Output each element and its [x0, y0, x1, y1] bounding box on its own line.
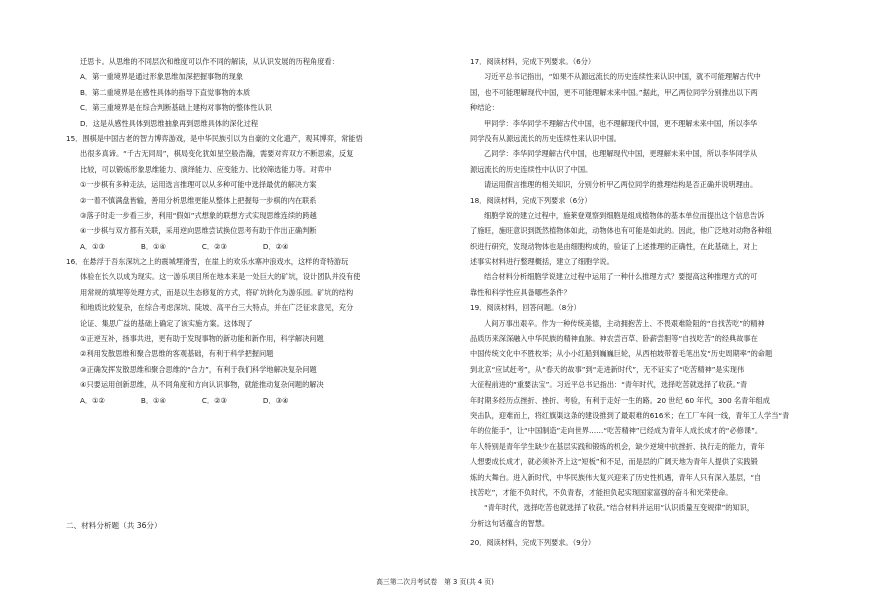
left-text-line: 论证、集思广益的基础上确定了该实施方案。这体现了 — [80, 318, 253, 328]
left-text-line: ③正确发挥发散思维和聚合思维的“合力”，有利于我们科学地解决复杂问题 — [80, 364, 317, 374]
right-text-line: 细胞学说的建立过程中，施莱登观察到细胞是组成植物体的基本单位而提出这个信息告诉 — [484, 210, 765, 220]
right-text-line: 中国传统文化中不胜枚举；从小小红船到巍巍巨轮，从西柏坡带着毛笔出发“历史周期率”的命题 — [470, 349, 773, 359]
right-column — [470, 54, 802, 531]
right-text-line: 同学没有从源远流长的历史连续性来认识中国。 — [470, 133, 621, 143]
left-text-line: ①一步棋有多种走法，运用选言推理可以从多种可能中选择最优的解决方案 — [80, 180, 317, 190]
left-text-line: 出很多真谛。“千古无同局”，棋局变化犹如星空般浩瀚，需要对弈双方不断思索，反复 — [80, 149, 354, 159]
right-text-line: 品质历来深深融入中华民族的精神血脉。神农尝百草、卧薪尝胆等“自找吃苦”的经典故事在 — [470, 334, 758, 344]
page-footer: 高三第二次月考试卷 第 3 页(共 4 页) — [376, 578, 494, 586]
right-text-line: 人想要成长成才，就必须补齐上这“短板”和不足，而是层的广阔天地为青年人提供了实践锻 — [470, 457, 758, 467]
right-text-line: 大征程前进的“重要法宝”。习近平总书记指出：“青年时代，选择吃苦就选择了收获。”青 — [470, 380, 748, 390]
right-text-line: 17．阅读材料，完成下列要求。（6分） — [470, 57, 596, 66]
right-text-line: 请运用假言推理的相关知识，分别分析甲乙两位同学的推理结构是否正确并说明理由。 — [484, 180, 758, 190]
left-text-line: D．这是从感性具体到思维抽象再到思维具体的深化过程 — [80, 118, 259, 128]
left-text-line: ①正逆互补，扬事共进，更有助于发现事物的新功能和新作用，科学解决问题 — [80, 334, 324, 344]
right-text-line: 结合材料分析细胞学说建立过程中运用了一种什么推理方式？要提高这种推理方式的可 — [484, 272, 758, 282]
left-text-line: ②一着不慎满盘皆输，善用分析思维更能从整体上把握每一步棋的内在联系 — [80, 195, 317, 205]
left-text-line: B．第二重境界是在感性具体的指导下直觉事物的本质 — [80, 87, 251, 97]
left-text-line: 迁思卡。从思维的不同层次和维度可以作不同的解读，从认识发展的历程角度看： — [80, 57, 339, 66]
right-text-line: 述事实材料进行整理概括，建立了细胞学说。 — [470, 257, 614, 267]
right-text-line: “青年时代，选择吃苦也就选择了收获。”结合材料并运用“认识质量互变规律”的知识， — [484, 503, 755, 513]
right-text-line: 源远流长的历史连续性中认识了中国。 — [470, 164, 593, 174]
left-text-line: 体验在长久以成为现实。这一游乐项目所在地本来是一处巨大的矿坑，设计团队并没有使 — [80, 272, 361, 282]
left-text-line: 和地质比较复杂，在综合考虑深坑、陡坡、高平台三大特点，并在广泛征求意见，充分 — [80, 303, 354, 313]
section-heading: 二、材料分析题（共 36分） — [66, 521, 162, 530]
right-text-line: 种结论： — [470, 103, 499, 113]
right-text-line: 分析这句话蕴含的智慧。 — [470, 518, 550, 528]
left-text-line: 15．围棋是中国古老的智力博弈游戏，是中华民族引以为自豪的文化遗产，观其博弈，常能悟 — [66, 133, 363, 143]
left-text-line: ④一步棋与双方都有关联，采用逆向思维尝试换位思考有助于作出正确判断 — [80, 226, 317, 236]
left-text-line: 用常规的填埋等处理方式，而是以生态修复的方式，将矿坑转化为游乐园。矿坑的结构 — [80, 287, 354, 297]
left-text-line: A．第一重境界是通过形象思维加深把握事物的现象 — [80, 72, 244, 82]
question-20-heading: 20．阅读材料，完成下列要求。（9分） — [470, 538, 596, 547]
right-text-line: 人间万事出艰辛。作为一种传统美德，主动拥抱苦上、不畏艰难险阻的“自找苦吃”的精神 — [484, 318, 765, 328]
right-text-line: 靠性和科学性应具备哪些条件？ — [470, 287, 571, 297]
right-text-line: 甲同学：李华同学不理解古代中国，也不理解现代中国，更不理解未来中国，所以李华 — [484, 118, 758, 128]
right-text-line: 国，也不可能理解现代中国，更不可能理解未来中国。”据此，甲乙两位同学分别推出以下两 — [470, 87, 758, 97]
right-text-line: 到北京“应试赶考”，从“春天的故事”到“走进新时代”，无不证实了“吃苦精神”是实现伟 — [470, 364, 745, 374]
right-text-line: 找苦吃”，才能不负时代，不负青春，才能担负起实现国家富强的奋斗和光荣使命。 — [470, 487, 733, 497]
right-text-line: 织进行研究，发现动物体也是由细胞构成的，验证了上述推理的正确性，在此基础上，对上 — [470, 241, 758, 251]
left-text-line: A．①② B．①④ C．②③ D．③④ — [80, 395, 289, 405]
right-text-line: 年时期多经历点挫折、挫折、考验，有利于走好一生的路。20 世纪 60 年代，300 名青年组成 — [470, 395, 770, 405]
right-text-line: 乙同学：李华同学理解古代中国，也理解现代中国，更理解未来中国，所以李华同学从 — [484, 149, 758, 159]
right-text-line: 19．阅读材料，回答问题。（8分） — [470, 303, 581, 313]
left-text-line: A．①③ B．①④ C．②③ D．②④ — [80, 241, 289, 251]
left-text-line: ④只要运用创新思维，从不同角度和方向认识事物，就能推动复杂问题的解决 — [80, 380, 324, 390]
right-text-line: 习近平总书记指出，“如果不从源远流长的历史连续性来认识中国，就不可能理解古代中 — [484, 72, 761, 82]
right-text-line: 年人特别是青年学生缺少在基层实践和锻炼的机会，缺少逆境中抗挫折、执行走的能力，青年 — [470, 441, 765, 451]
right-text-line: 18．阅读材料，完成下列要求（6分） — [470, 195, 592, 205]
left-text-line: 比较，可以锻炼形象思维能力、演绎能力、应变能力、比较筛选能力等。对弈中 — [80, 164, 332, 174]
left-column — [66, 54, 394, 408]
right-text-line: 年的位能手”，让“中国制造”走向世界……“吃苦精神”已经成为青年人成长成才的“必修课”。 — [470, 426, 763, 436]
right-text-line: 突击队，迎难而上，将红旗渠这条的建设推到了最艰难的616米；在工厂车间一线，青年工人学当“青 — [470, 410, 790, 420]
right-text-line: 了施旺，施旺意识到既然植物体如此，动物体也有可能是如此的。因此，他广泛地对动物各种组 — [470, 226, 772, 236]
right-text-line: 炼的大舞台。进入新时代，中华民族伟大复兴迎来了历史性机遇，青年人只有深入基层，“自 — [470, 472, 762, 482]
left-text-line: C．第三重境界是在综合判断基础上建构对事物的整体性认识 — [80, 103, 272, 113]
left-text-line: ③落子时走一步看三步，利用“假如”式想象的联想方式实现思维连续的跨越 — [80, 210, 317, 220]
left-text-line: 16．在悬浮于吾东深坑之上的震城埋滑雪，在崖上的欢乐水寨冲浪戏水，这样的奇特游玩 — [66, 257, 349, 267]
left-text-line: ②利用发散思维和聚合思维的客观基础，有利于科学把握问题 — [80, 349, 274, 359]
